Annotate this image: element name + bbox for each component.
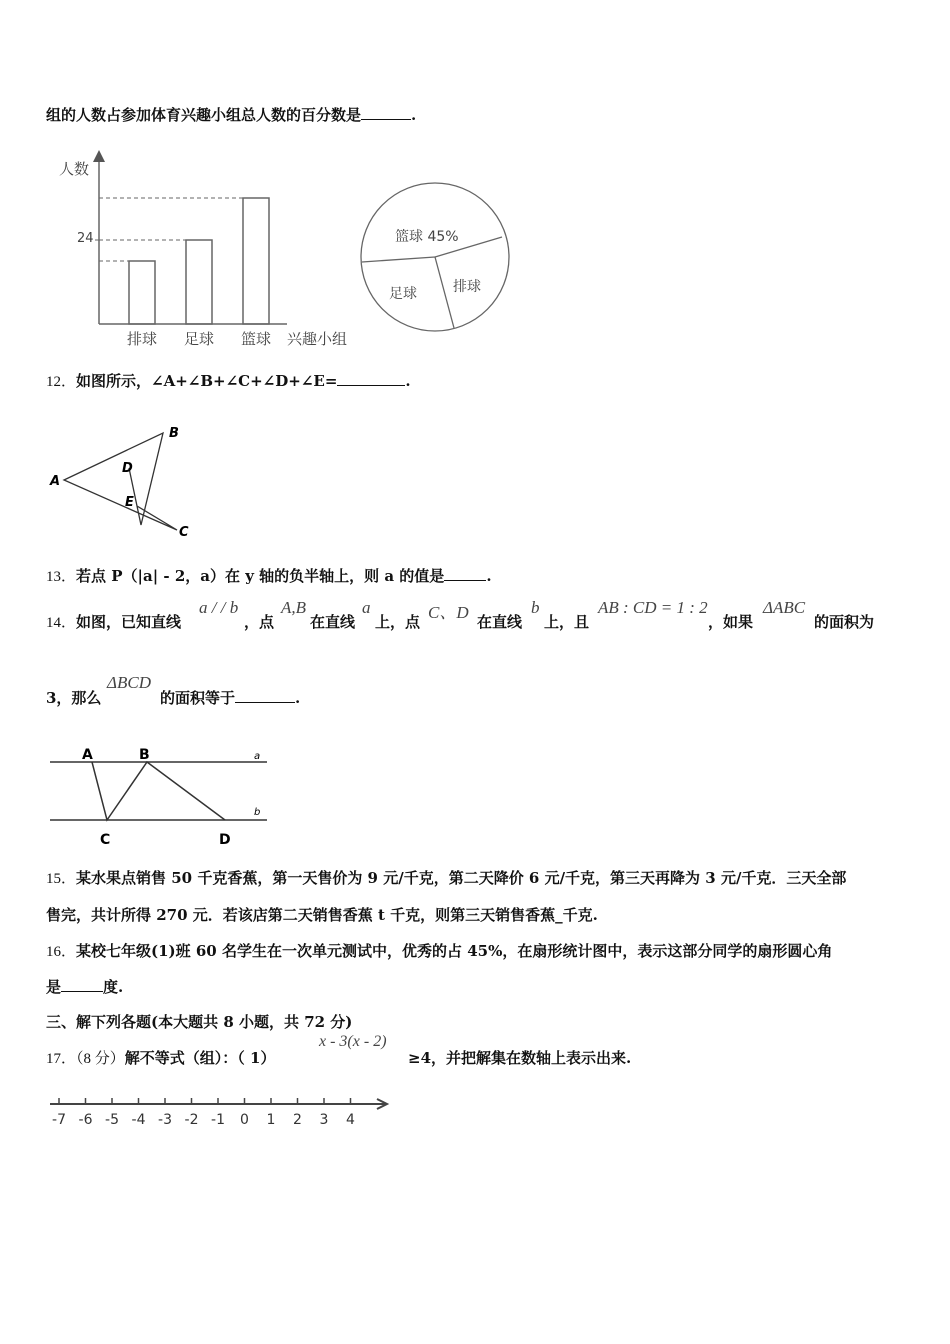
label-B: B — [169, 426, 179, 441]
answer-blank[interactable] — [235, 688, 295, 703]
math-triangle-BCD: ΔBCD — [107, 673, 151, 692]
math-line-a: a — [362, 598, 371, 617]
math-triangle-ABC: ΔABC — [763, 598, 806, 617]
section-3-heading: 三、解下列各题(本大题共 8 小题，共 72 分) — [46, 1013, 353, 1031]
x-tick-label: 篮球 — [241, 330, 272, 348]
q14-text-4: 上，点 — [375, 613, 421, 631]
pie-label-volleyball: 排球 — [453, 279, 481, 295]
label-A: A — [50, 474, 61, 489]
math-expression: x - 3(x - 2) — [319, 1033, 387, 1050]
pie-chart — [355, 180, 515, 335]
number-line-label: -4 — [131, 1112, 146, 1128]
triangle-lines — [92, 762, 225, 820]
number-line-label: 1 — [266, 1112, 276, 1128]
x-tick-label: 足球 — [184, 330, 215, 348]
label-C: C — [100, 832, 111, 848]
label-B: B — [139, 747, 150, 763]
number-line-label: -6 — [78, 1112, 93, 1128]
label-line-a: a — [254, 751, 261, 762]
x-tick-label: 排球 — [127, 330, 158, 348]
q14-text-8: 的面积为 — [814, 613, 875, 631]
number-line-label: 2 — [293, 1112, 302, 1128]
math-line-b: b — [531, 598, 540, 617]
number-line-label: -5 — [105, 1112, 119, 1128]
pie-divider — [435, 257, 454, 328]
question-16-line-2: 是 度. — [46, 978, 124, 996]
answer-blank[interactable] — [444, 566, 486, 581]
math-a-parallel-b: a / / b — [199, 598, 239, 617]
math-points-CD: C、D — [428, 603, 469, 622]
question-15: 15．某水果点销售 50 千克香蕉，第一天售价为 9 元/千克，第二天降价 6 元/千克，第三天再降为 3 元/千克．三天全部 — [46, 869, 847, 887]
q14-line-2b: 的面积等于 . — [160, 689, 301, 707]
question-15-line-2: 售完，共计所得 270 元．若该店第二天销售香蕉 t 千克，则第三天销售香蕉_千克. — [46, 906, 598, 924]
number-line-label: 4 — [346, 1112, 355, 1128]
q14-text-2: ，点 — [244, 613, 275, 631]
x-axis-label: 兴趣小组 — [287, 330, 348, 348]
bar-1 — [186, 240, 212, 324]
label-D: D — [219, 832, 231, 848]
question-13: 13．若点 P（|a| - 2，a）在 y 轴的负半轴上，则 a 的值是 . — [46, 567, 492, 585]
answer-blank[interactable] — [337, 371, 405, 386]
pie-label-basketball: 篮球 45% — [395, 229, 459, 245]
pie-label-football: 足球 — [389, 286, 417, 302]
number-line-label: -7 — [52, 1112, 66, 1128]
number-line-label: -3 — [158, 1112, 172, 1128]
figure-14 — [45, 740, 275, 855]
y-tick-label: 24 — [77, 231, 94, 246]
y-axis-label: 人数 — [59, 160, 90, 178]
question-17: 17．（8 分）解不等式（组）：（ 1） — [46, 1049, 276, 1067]
q11-tail: 组的人数占参加体育兴趣小组总人数的百分数是 . — [46, 106, 417, 124]
answer-blank[interactable] — [361, 105, 411, 120]
q14-text-3: 在直线 — [310, 613, 356, 631]
q14-line-2: 3，那么 — [46, 689, 102, 707]
star-lines — [64, 433, 177, 530]
label-D: D — [122, 461, 133, 476]
pie-divider — [362, 257, 435, 262]
math-ratio: AB : CD = 1 : 2 — [598, 598, 708, 617]
question-12: 12．如图所示，∠A+∠B+∠C+∠D+∠E= . — [46, 372, 411, 390]
number-line-label: 3 — [319, 1112, 329, 1128]
label-C: C — [179, 525, 189, 540]
q14-text-5: 在直线 — [477, 613, 523, 631]
label-E: E — [125, 495, 134, 510]
label-A: A — [82, 747, 93, 763]
q14-text-6: 上，且 — [544, 613, 590, 631]
answer-blank[interactable] — [61, 977, 103, 992]
number-line-label: -2 — [184, 1112, 199, 1128]
number-line — [45, 1090, 395, 1130]
number-line-label: -1 — [211, 1112, 225, 1128]
figure-12 — [45, 420, 205, 545]
bar-0 — [129, 261, 155, 324]
question-16: 16．某校七年级(1)班 60 名学生在一次单元测试中，优秀的占 45%，在扇形统计图中，表示这部分同学的扇形圆心角 — [46, 942, 833, 960]
math-points-AB: A,B — [281, 598, 307, 617]
bar-chart — [55, 150, 360, 355]
q14-text-7: ，如果 — [708, 613, 754, 631]
question-14: 14．如图，已知直线 — [46, 613, 182, 631]
label-line-b: b — [254, 807, 261, 818]
number-line-label: 0 — [240, 1112, 249, 1128]
bar-2 — [243, 198, 269, 324]
q17-text-2: ≥4，并把解集在数轴上表示出来. — [408, 1049, 632, 1067]
